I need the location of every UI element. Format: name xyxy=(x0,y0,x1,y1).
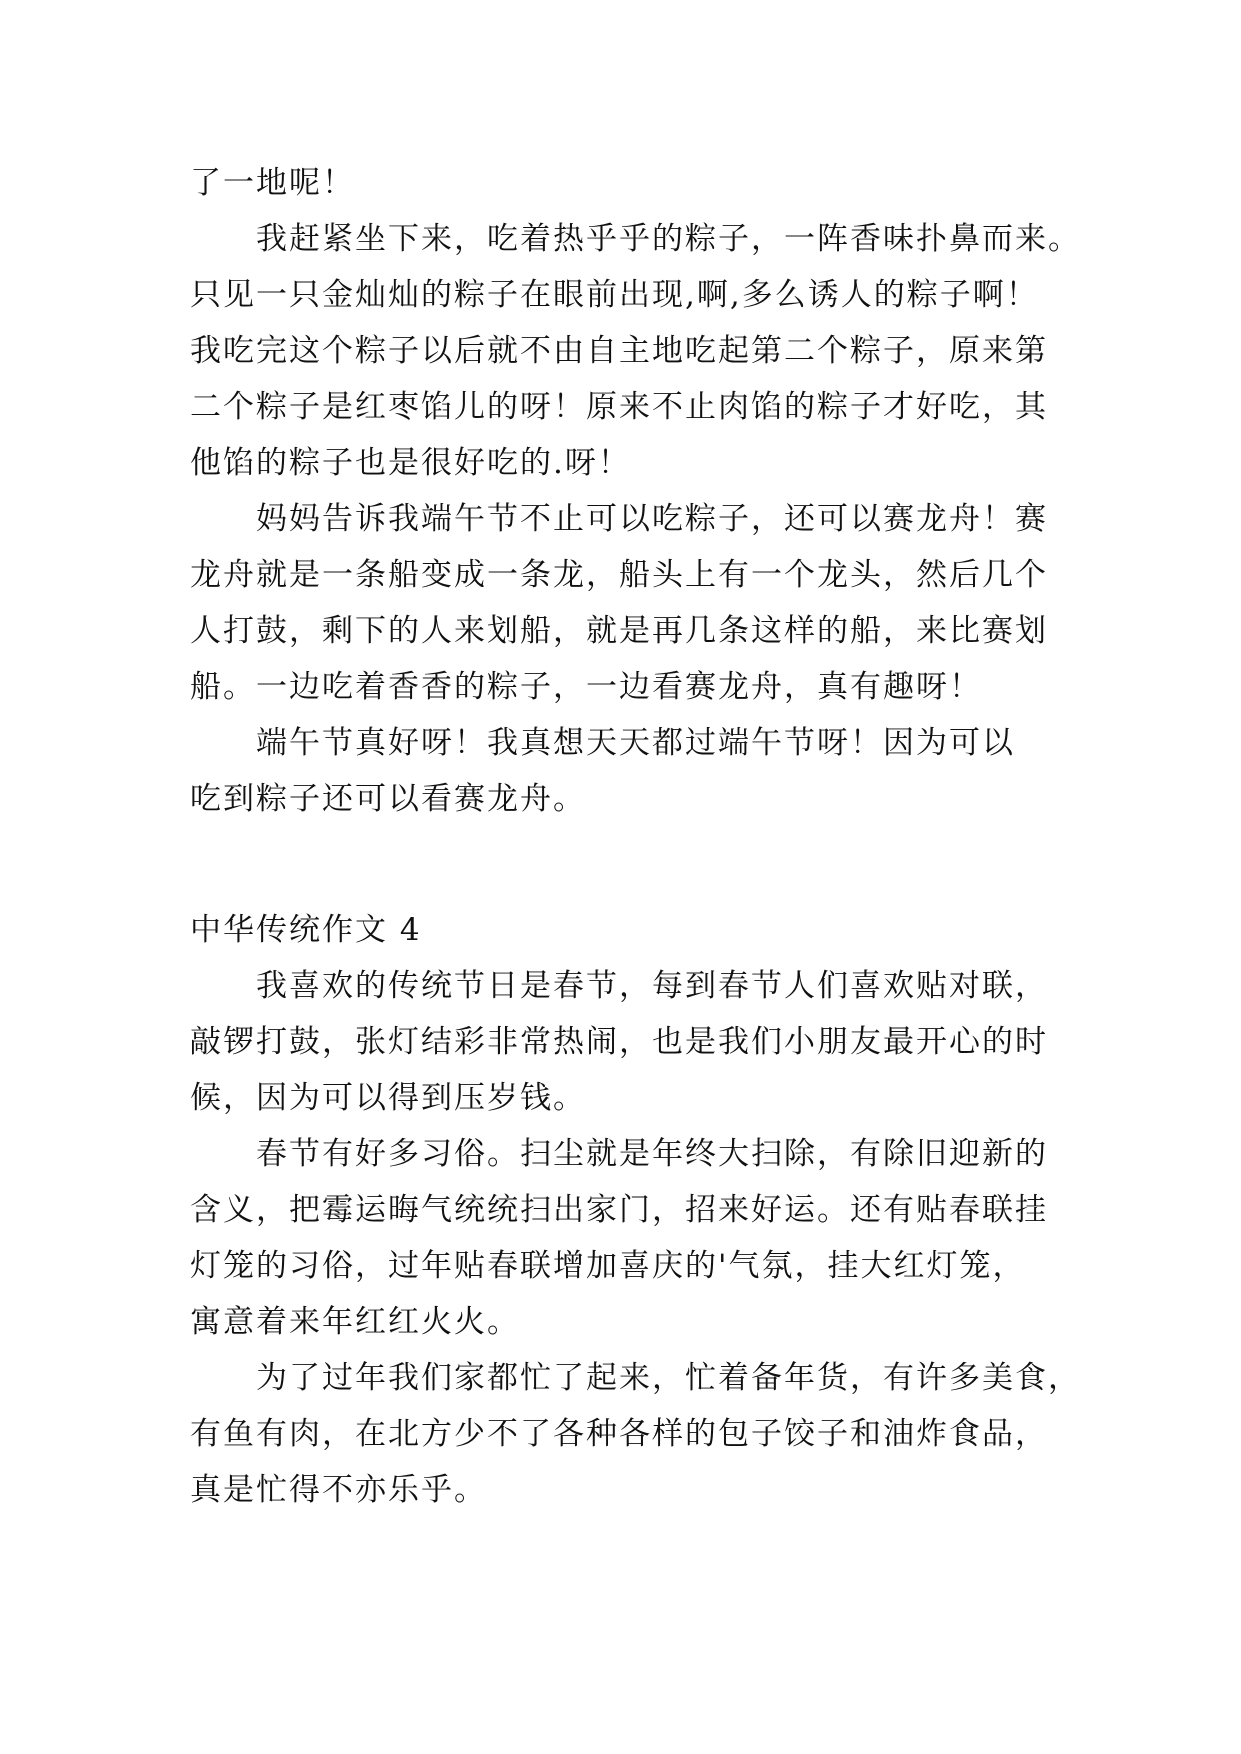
paragraph-line: 候，因为可以得到压岁钱。 xyxy=(190,1080,586,1116)
paragraph-line: 含义，把霉运晦气统统扫出家门，招来好运。还有贴春联挂 xyxy=(190,1192,1048,1228)
paragraph-line: 人打鼓，剩下的人来划船，就是再几条这样的船，来比赛划 xyxy=(190,613,1048,649)
document-page xyxy=(190,155,1081,1518)
paragraph-line: 为了过年我们家都忙了起来，忙着备年货，有许多美食， xyxy=(256,1360,1081,1396)
paragraph-line: 寓意着来年红红火火。 xyxy=(190,1304,520,1340)
paragraph-line: 龙舟就是一条船变成一条龙，船头上有一个龙头，然后几个 xyxy=(190,557,1048,593)
paragraph-line: 端午节真好呀！我真想天天都过端午节呀！因为可以 xyxy=(256,725,1015,761)
paragraph-3 xyxy=(190,715,1070,827)
continuation-line: 了一地呢！ xyxy=(190,165,355,201)
paragraph-line: 灯笼的习俗，过年贴春联增加喜庆的'气氛，挂大红灯笼， xyxy=(190,1248,1026,1284)
paragraph-line: 只见一只金灿灿的粽子在眼前出现,啊,多么诱人的粽子啊！ xyxy=(190,277,1039,313)
paragraph-line: 敲锣打鼓，张灯结彩非常热闹，也是我们小朋友最开心的时 xyxy=(190,1024,1048,1060)
paragraph-line: 吃到粽子还可以看赛龙舟。 xyxy=(190,781,586,817)
section-heading: 中华传统作文 4 xyxy=(190,912,422,948)
paragraph-line: 船。一边吃着香香的粽子，一边看赛龙舟，真有趣呀！ xyxy=(190,669,982,705)
paragraph-6 xyxy=(190,1350,1081,1518)
paragraph-5 xyxy=(190,1126,1070,1350)
paragraph-line: 真是忙得不亦乐乎。 xyxy=(190,1472,487,1508)
paragraph-line: 我赶紧坐下来，吃着热乎乎的粽子，一阵香味扑鼻而来。 xyxy=(256,221,1081,257)
paragraph-line: 有鱼有肉，在北方少不了各种各样的包子饺子和油炸食品， xyxy=(190,1416,1048,1452)
paragraph-line: 他馅的粽子也是很好吃的.呀！ xyxy=(190,445,631,481)
paragraph-4 xyxy=(190,958,1070,1126)
paragraph-line: 我喜欢的传统节日是春节，每到春节人们喜欢贴对联， xyxy=(256,968,1048,1004)
paragraph-1 xyxy=(190,211,1081,491)
paragraph-line: 我吃完这个粽子以后就不由自主地吃起第二个粽子，原来第 xyxy=(190,333,1048,369)
paragraph-line: 春节有好多习俗。扫尘就是年终大扫除，有除旧迎新的 xyxy=(256,1136,1048,1172)
paragraph-line: 妈妈告诉我端午节不止可以吃粽子，还可以赛龙舟！赛 xyxy=(256,501,1048,537)
paragraph-2 xyxy=(190,491,1070,715)
paragraph-line: 二个粽子是红枣馅儿的呀！原来不止肉馅的粽子才好吃，其 xyxy=(190,389,1048,425)
